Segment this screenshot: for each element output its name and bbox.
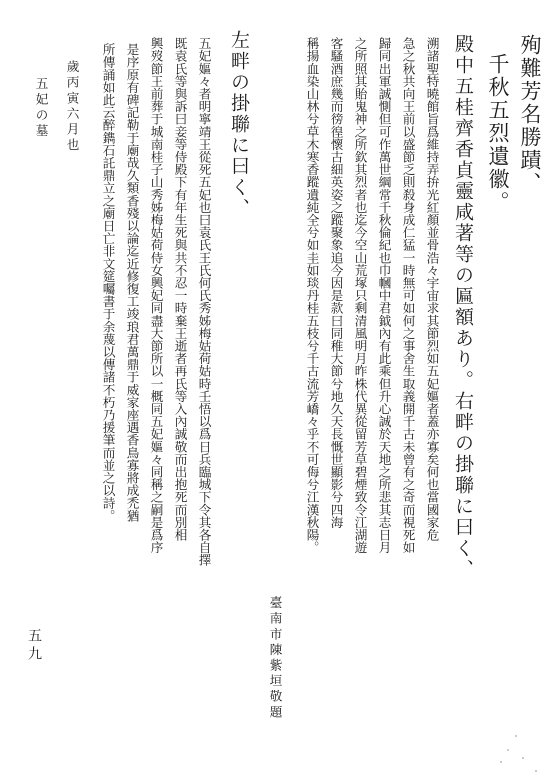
left-couplet-line-2: 既袁氏等與訴曰妾等侍殿下有年生死與共不忍一時棄王逝者再氏等入內誠敬而出抱死而別相 — [172, 37, 188, 541]
scan-speck — [535, 770, 537, 772]
scan-speck — [507, 749, 509, 751]
page-number: 五九 — [26, 628, 42, 664]
left-couplet-line-3: 興歿節王前葬于城南桂子山秀姊梅姑荷侍女興妃同盡大節所以一概同五妃嫗々同稱之嗣是爲序 — [148, 37, 164, 554]
scan-speck — [500, 761, 502, 763]
scan-speck — [522, 757, 524, 759]
left-heading: 左畔の掛聯に曰く、 — [228, 30, 250, 219]
right-couplet-line-6: 稱揚血染山林兮草木寒香蹤遺純全兮如圭如琰丹桂五枝兮千古流芳嶠々乎不可侮兮江漢秋陽。 — [304, 37, 320, 554]
right-signature: 臺南市陳紫垣敬題 — [267, 596, 283, 721]
left-heading-2: 五妃の墓 — [33, 77, 49, 140]
right-couplet-line-5: 客騷酒庶幾而徬徨懷古細英姿之蹤聚象追今因是款曰同稚大節兮地久天長慨世顯影兮四海 — [328, 37, 344, 529]
right-couplet-line-1: 溯諸聖特曉館旨爲維持弄拚光紅顏並骨浩々宇宙求其節烈如五妃嫗者蓋亦寡矣何也當國家危 — [424, 37, 440, 541]
date-line: 歲丙寅六月也 — [64, 60, 80, 154]
left-couplet-line-1: 五妃嫗々者明寧靖王從死五妃也曰袁氏王氏何氏秀姊梅姑荷姑時壬悟以爲日兵臨城下令其各自擇 — [196, 37, 212, 567]
left-couplet-line-4: 是序原有碑記勒于廟哉久類香殘以論迄近修復工竣琅君萬鼎于威家座遇香鳥寡將成禿猶 — [124, 43, 140, 522]
heading-line-2: 千秋五烈遺徽。 — [486, 53, 510, 214]
heading-line-3: 殿中五桂齊香貞靈咸著等の匾額あり。右畔の掛聯に曰く、 — [452, 34, 474, 580]
scan-speck — [515, 735, 517, 737]
left-couplet-line-5: 所傳誦如此云醉鐫石託鼎立之廟日亡非文筵囑書于余蔑以傳諸不朽乃援筆而並之以詩。 — [100, 43, 116, 522]
right-couplet-line-4: 之所照其貽鬼神之所欽其烈者也迄今空山荒塚只剩清風明月昨株代異從留芳草碧煙致令江湖遊 — [352, 37, 368, 554]
heading-title: 殉難芳名勝蹟、 — [518, 34, 542, 195]
right-couplet-line-2: 急之秋共向王前以盛節乏則殺身成仁猛一時無可如何之事舍生取義開千古未曾有之奇而視死如 — [400, 37, 416, 554]
right-couplet-line-3: 歸同出軍誠惻但可作萬世綱常千秋倫紀也巾幗中君鉞內有此乘但升心誠於天地之所悲其志日月 — [376, 37, 392, 554]
